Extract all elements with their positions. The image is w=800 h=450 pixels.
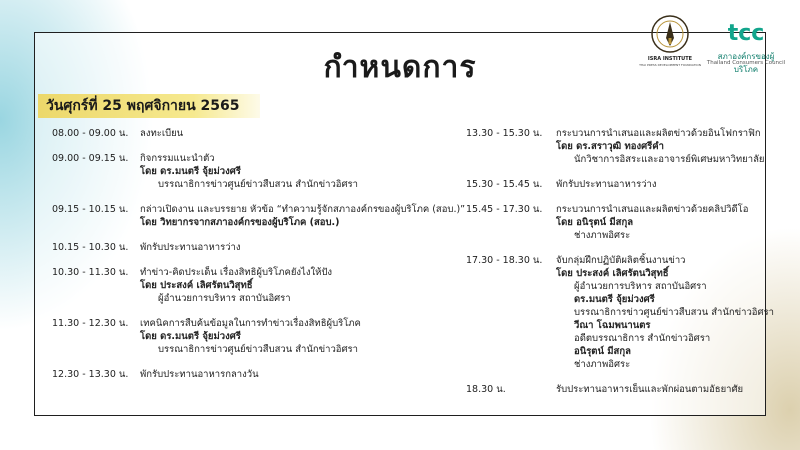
schedule-time: 13.30 - 15.30 น. xyxy=(466,128,543,139)
schedule-line: ผู้อำนวยการบริหาร สถาบันอิศรา xyxy=(158,293,291,304)
schedule-right-column xyxy=(466,127,774,396)
schedule-time: 10.30 - 11.30 น. xyxy=(52,267,129,278)
schedule-details xyxy=(140,241,452,254)
schedule-line: โดย ดร.มนตรี จุ้ยม่วงศรี xyxy=(140,331,241,342)
schedule-details xyxy=(140,152,452,191)
schedule-details xyxy=(556,178,766,191)
schedule-item xyxy=(52,203,466,229)
page-title: กำหนดการ xyxy=(323,50,477,85)
schedule-time: 15.45 - 17.30 น. xyxy=(466,204,543,215)
schedule-time: 15.30 - 15.45 น. xyxy=(466,179,543,190)
tcc-mark: tcc xyxy=(727,21,765,46)
schedule-time: 09.15 - 10.15 น. xyxy=(52,204,129,215)
schedule-line: ช่างภาพอิศระ xyxy=(574,230,631,241)
tcc-english-name: Thailand Consumers Council xyxy=(706,60,786,66)
schedule-line: กล่าวเปิดงาน และบรรยาย หัวข้อ “ทำความรู้จักสภาองค์กรของผู้บริโภค (สอบ.)” xyxy=(140,204,466,215)
schedule-line: รับประทานอาหารเย็นและพักผ่อนตามอัธยาศัย xyxy=(556,384,744,395)
schedule-details xyxy=(140,317,452,356)
tcc-thai-name: สภาองค์กรของผู้บริโภค xyxy=(717,52,775,74)
schedule-left-column xyxy=(52,127,466,381)
schedule-line: กิจกรรมแนะนำตัว xyxy=(140,153,215,164)
schedule-time: 12.30 - 13.30 น. xyxy=(52,369,129,380)
schedule-line: อดีตบรรณาธิการ สำนักข่าวอิศรา xyxy=(574,333,711,344)
svg-text:THAI PRESS DEVELOPMENT FOUNDAT: THAI PRESS DEVELOPMENT FOUNDATION xyxy=(639,63,701,67)
schedule-time: 17.30 - 18.30 น. xyxy=(466,255,543,266)
date-banner: วันศุกร์ที่ 25 พฤศจิกายน 2565 xyxy=(38,94,260,118)
schedule-line: อนิรุตน์ มีสกุล xyxy=(574,346,631,357)
schedule-line: จับกลุ่มฝึกปฏิบัติผลิตชิ้นงานข่าว xyxy=(556,255,686,266)
schedule-item xyxy=(52,127,452,140)
schedule-line: บรรณาธิการข่าวศูนย์ข่าวสืบสวน สำนักข่าวอิศรา xyxy=(158,344,358,355)
schedule-line: พักรับประทานอาหารว่าง xyxy=(556,179,657,190)
schedule-item xyxy=(466,178,766,191)
schedule-time: 18.30 น. xyxy=(466,384,506,395)
schedule-line: โดย ประสงค์ เลิศรัตนวิสุทธิ์ xyxy=(556,268,669,279)
schedule-details xyxy=(140,368,452,381)
schedule-line: ช่างภาพอิศระ xyxy=(574,359,631,370)
schedule-item xyxy=(466,127,766,166)
schedule-line: เทคนิคการสืบค้นข้อมูลในการทำข่าวเรื่องสิทธิผู้บริโภค xyxy=(140,318,361,329)
schedule-line: พักรับประทานอาหารกลางวัน xyxy=(140,369,259,380)
schedule-details xyxy=(140,266,452,305)
schedule-item xyxy=(466,383,766,396)
schedule-line: โดย วิทยากรจากสภาองค์กรของผู้บริโภค (สอบ.) xyxy=(140,217,340,228)
schedule-line: โดย ประสงค์ เลิศรัตนวิสุทธิ์ xyxy=(140,280,253,291)
schedule-line: กระบวนการนำเสนอและผลิตข่าวด้วยอินโฟกราฟิก xyxy=(556,128,761,139)
schedule-details xyxy=(556,203,766,242)
schedule-details xyxy=(556,383,766,396)
schedule-item xyxy=(52,241,452,254)
schedule-item xyxy=(52,152,452,191)
schedule-line: กระบวนการนำเสนอและผลิตข่าวด้วยคลิปวิดีโอ xyxy=(556,204,749,215)
schedule-line: ดร.มนตรี จุ้ยม่วงศรี xyxy=(574,294,655,305)
schedule-line: โดย อนิรุตน์ มีสกุล xyxy=(556,217,634,228)
schedule-line: นักวิชาการอิสระและอาจารย์พิเศษมหาวิทยาลัย xyxy=(574,154,765,165)
schedule-details xyxy=(140,127,452,140)
schedule-line: พักรับประทานอาหารว่าง xyxy=(140,242,241,253)
schedule-line: ลงทะเบียน xyxy=(140,128,184,139)
schedule-item xyxy=(52,266,452,305)
schedule-time: 09.00 - 09.15 น. xyxy=(52,153,129,164)
schedule-line: วีณา โฉมพนานตร xyxy=(574,320,651,331)
schedule-line: บรรณาธิการข่าวศูนย์ข่าวสืบสวน สำนักข่าวอิศรา xyxy=(574,307,774,318)
schedule-item xyxy=(52,317,452,356)
schedule-item xyxy=(466,254,774,371)
schedule-details xyxy=(556,127,766,166)
svg-text:ISRA INSTITUTE: ISRA INSTITUTE xyxy=(647,56,693,62)
schedule-time: 11.30 - 12.30 น. xyxy=(52,318,129,329)
schedule-item xyxy=(52,368,452,381)
schedule-line: ผู้อำนวยการบริหาร สถาบันอิศรา xyxy=(574,281,707,292)
schedule-item xyxy=(466,203,766,242)
schedule-line: โดย ดร.สราวุฒิ ทองศรีคำ xyxy=(556,141,664,152)
schedule-details xyxy=(556,254,774,371)
schedule-time: 08.00 - 09.00 น. xyxy=(52,128,129,139)
schedule-details xyxy=(140,203,466,229)
schedule-line: บรรณาธิการข่าวศูนย์ข่าวสืบสวน สำนักข่าวอิศรา xyxy=(158,179,358,190)
schedule-line: โดย ดร.มนตรี จุ้ยม่วงศรี xyxy=(140,166,241,177)
schedule-time: 10.15 - 10.30 น. xyxy=(52,242,129,253)
schedule-line: ทำข่าว-คิดประเด็น เรื่องสิทธิผู้บริโภคยังไงให้ปัง xyxy=(140,267,333,278)
